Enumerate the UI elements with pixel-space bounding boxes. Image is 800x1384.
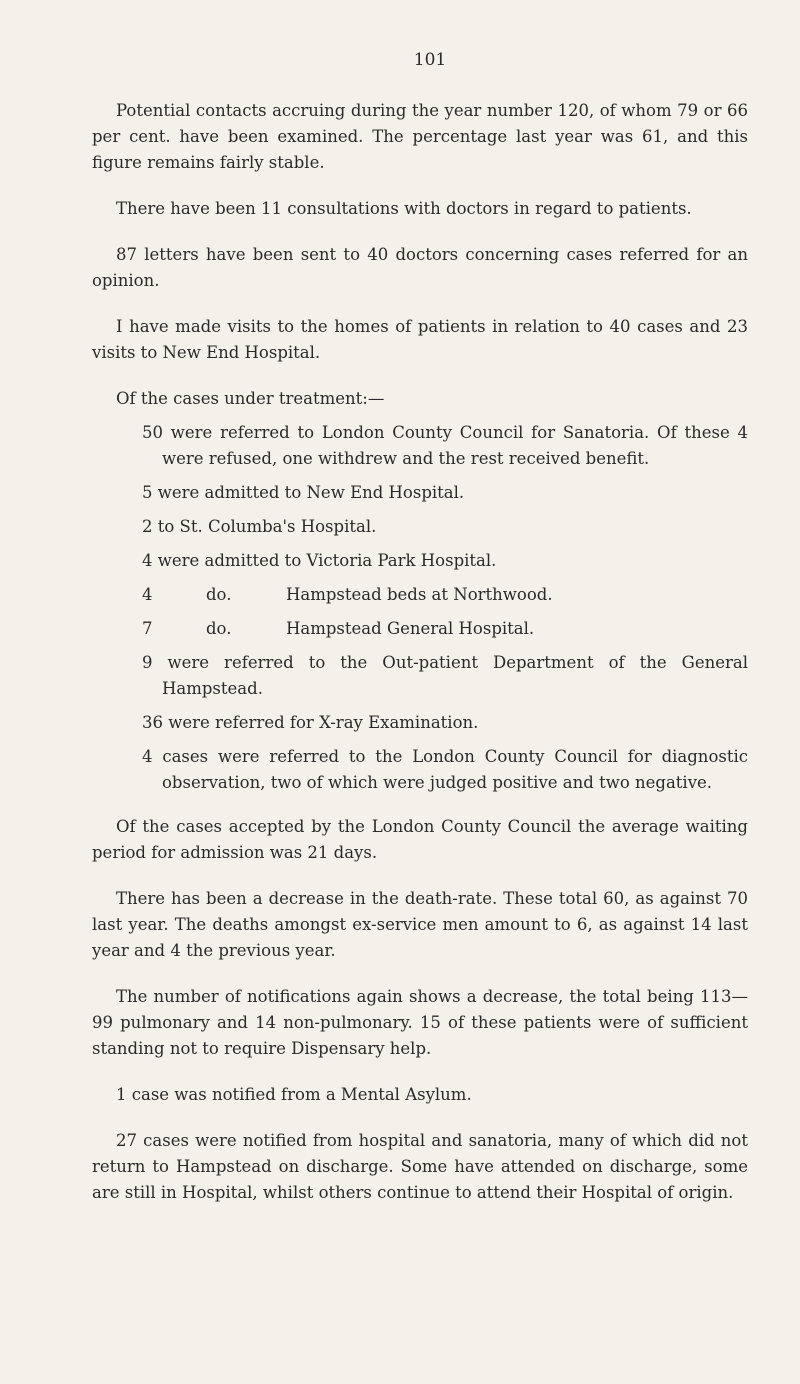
list-item: 4 were admitted to Victoria Park Hospital. (142, 551, 497, 570)
treatment-intro: Of the cases under treatment:— (116, 389, 385, 408)
list-item-text: Hampstead General Hospital. (286, 619, 535, 638)
list-item-text: Hampstead beds at Northwood. (286, 585, 553, 604)
paragraph-notifications: The number of notifications again shows a decrease, the total being 113—99 pulmonary and 14 non-pulmonary. 15 of these patients were of sufficient standing not to require Dispensary help. (92, 987, 748, 1058)
list-item-ditto: do. (206, 585, 232, 604)
treatment-list (92, 420, 748, 796)
list-item-ditto: do. (206, 619, 232, 638)
paragraph-hospital-notifications: 27 cases were notified from hospital and sanatoria, many of which did not return to Hampstead on discharge. Some have attended on discharge, some are still in Hospital, whilst others continue to attend their Hospital of origin. (92, 1131, 748, 1202)
list-item: 4 cases were referred to the London County Council for diagnostic observation, two of which were judged positive and two negative. (142, 747, 748, 792)
list-item: 50 were referred to London County Council for Sanatoria. Of these 4 were refused, one withdrew and the rest received benefit. (142, 423, 748, 468)
paragraph-death-rate: There has been a decrease in the death-rate. These total 60, as against 70 last year. The deaths amongst ex-service men amount to 6, as against 14 last year and 4 the previous year. (92, 889, 748, 960)
page-number: 101 (413, 50, 447, 70)
paragraph-letters: 87 letters have been sent to 40 doctors concerning cases referred for an opinion. (92, 245, 748, 290)
paragraph-consultations: There have been 11 consultations with doctors in regard to patients. (116, 199, 692, 218)
paragraph-waiting-period: Of the cases accepted by the London County Council the average waiting period for admission was 21 days. (92, 817, 748, 862)
list-item: 36 were referred for X-ray Examination. (142, 713, 479, 732)
paragraph-contacts: Potential contacts accruing during the year number 120, of whom 79 or 66 per cent. have been examined. The percentage last year was 61, and this figure remains fairly stable. (92, 101, 748, 172)
paragraph-mental-asylum: 1 case was notified from a Mental Asylum. (116, 1085, 472, 1104)
list-item-number: 4 (142, 585, 153, 604)
list-item (92, 582, 748, 608)
list-item-number: 7 (142, 619, 153, 638)
list-item: 5 were admitted to New End Hospital. (142, 483, 465, 502)
list-item (92, 616, 748, 642)
paragraph-visits: I have made visits to the homes of patients in relation to 40 cases and 23 visits to New End Hospital. (92, 317, 748, 362)
list-item: 2 to St. Columba's Hospital. (142, 517, 377, 536)
list-item: 9 were referred to the Out-patient Department of the General Hampstead. (142, 653, 748, 698)
